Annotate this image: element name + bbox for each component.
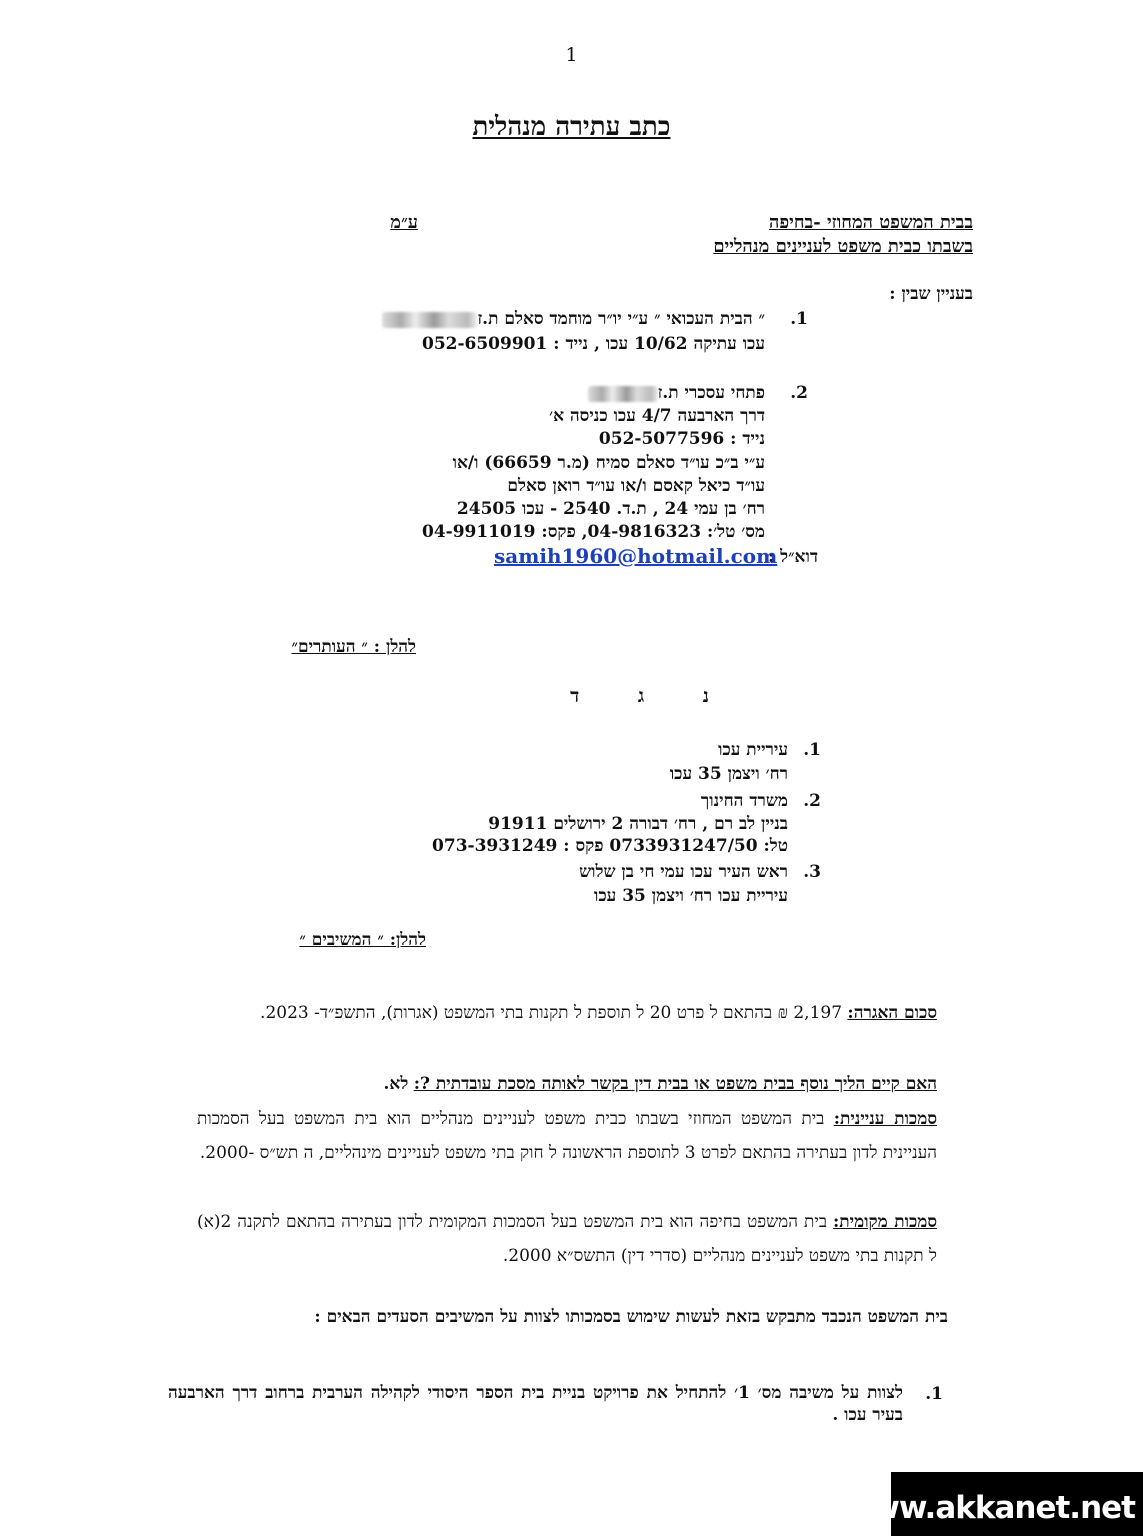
subject-jurisdiction bbox=[197, 1102, 937, 1170]
counsel-line-1: ע״י ב״כ עו״ד סאלם סמיח (מ.ר 66659) ו/או bbox=[452, 453, 765, 473]
respondent-2-name: משרד החינוך bbox=[700, 791, 788, 811]
petitioner-2-phone: נייד : 052-5077596 bbox=[598, 429, 765, 449]
court-capacity: בשבתו כבית משפט לעניינים מנהליים bbox=[713, 236, 973, 257]
case-label: ע״מ bbox=[390, 212, 418, 233]
email-label: דוא״ל : bbox=[767, 547, 818, 567]
counsel-address: רח׳ בן עמי 24 , ת.ד. 2540 - עכו 24505 bbox=[456, 499, 765, 519]
petitioner-1-name: ״ הבית העכואי ״ ע״י יו״ר מוחמד סאלם ת.ז bbox=[378, 309, 765, 329]
request-paragraph: בית המשפט הנכבד מתבקש בזאת לעשות שימוש בסמכותו לצוות על המשיבים הסעדים הבאים : bbox=[314, 1307, 948, 1327]
respondent-1-address: רח׳ ויצמן 35 עכו bbox=[669, 764, 788, 784]
pending-answer: לא. bbox=[383, 1074, 409, 1094]
fee-label: סכום האגרה: bbox=[847, 1003, 937, 1023]
petitioners-label: להלן : ״ העותרים״ bbox=[291, 637, 416, 657]
site-watermark bbox=[843, 1472, 1143, 1536]
redacted-id bbox=[382, 312, 477, 328]
remedy-1-number: 1. bbox=[925, 1384, 943, 1404]
petitioner-2-name: פתחי עסכרי ת.ז bbox=[584, 383, 765, 403]
page-number: 1 bbox=[565, 44, 578, 66]
subject-jurisdiction-text: בית המשפט המחוזי בשבתו כבית משפט לעניינים מנהליים הוא בית המשפט בעל הסמכות העניינית לדון בעתירה בהתאם לפרט 3 לתוספת הראשונה ל חוק בתי משפט לעניינים מינהליים, ה תש״ס -2000. bbox=[197, 1109, 937, 1163]
parties-heading: בעניין שבין : bbox=[889, 284, 973, 304]
respondent-3-name: ראש העיר עכו עמי חי בן שלוש bbox=[579, 862, 788, 882]
pending-question: האם קיים הליך נוסף בבית משפט או בבית דין בקשר לאותה מסכת עובדתית ?: bbox=[413, 1074, 937, 1094]
respondent-2-number: 2. bbox=[803, 791, 821, 811]
petitioner-2-address: דרך הארבעה 4/7 עכו כניסה א׳ bbox=[549, 406, 765, 426]
fee-paragraph bbox=[197, 996, 937, 1030]
redacted-id bbox=[588, 386, 658, 402]
local-jurisdiction-label: סמכות מקומית: bbox=[833, 1212, 937, 1232]
remedy-1-text: לצוות על משיבה מס׳ 1׳ להתחיל את פרויקט בניית בית הספר היסודי לקהילה הערבית ברחוב דרך הארבעה בעיר עכו . bbox=[168, 1383, 903, 1425]
document-title: כתב עתירה מנהלית bbox=[472, 112, 671, 142]
versus: נ ג ד bbox=[570, 685, 735, 707]
fee-text: 2,197 ₪ בהתאם ל פרט 20 ל תוספת ל תקנות בתי המשפט (אגרות), התשפ״ד- 2023. bbox=[260, 1003, 843, 1023]
local-jurisdiction-text: בית המשפט בחיפה הוא בית המשפט בעל הסמכות המקומית לדון בעתירה בהתאם לתקנה 2(א) ל תקנות בתי משפט לעניינים מנהליים (סדרי דין) התשס״א 2000. bbox=[197, 1212, 937, 1266]
email-link[interactable]: samih1960@hotmail.com bbox=[494, 544, 778, 568]
respondent-3-number: 3. bbox=[803, 862, 821, 882]
counsel-phone-fax: מס׳ טל׳: 04-9816323, פקס: 04-9911019 bbox=[421, 522, 765, 542]
respondent-3-address: עיריית עכו רח׳ ויצמן 35 עכו bbox=[593, 886, 788, 906]
subject-jurisdiction-label: סמכות עניינית: bbox=[833, 1109, 937, 1129]
respondent-1-name: עיריית עכו bbox=[718, 740, 788, 760]
petitioner-1-number: 1. bbox=[790, 309, 808, 329]
court-name: בבית המשפט המחוזי -בחיפה bbox=[769, 212, 973, 233]
respondent-2-phone-fax: טל: 0733931247/50 פקס : 073-3931249 bbox=[432, 836, 788, 856]
respondent-2-address: בניין לב רם , רח׳ דבורה 2 ירושלים 91911 bbox=[488, 814, 788, 834]
respondents-label: להלן: ״ המשיבים ״ bbox=[299, 930, 426, 950]
local-jurisdiction bbox=[197, 1205, 937, 1273]
pending-proceedings bbox=[197, 1067, 937, 1101]
petitioner-1-address: עכו עתיקה 10/62 עכו , נייד : 052-6509901 bbox=[421, 334, 765, 354]
watermark-text: www.akkanet.net bbox=[843, 1490, 1135, 1526]
petitioner-2-number: 2. bbox=[790, 383, 808, 403]
respondent-1-number: 1. bbox=[803, 740, 821, 760]
counsel-line-2: עו״ד כיאל קאסם ו/או עו״ד רואן סאלם bbox=[507, 476, 765, 496]
